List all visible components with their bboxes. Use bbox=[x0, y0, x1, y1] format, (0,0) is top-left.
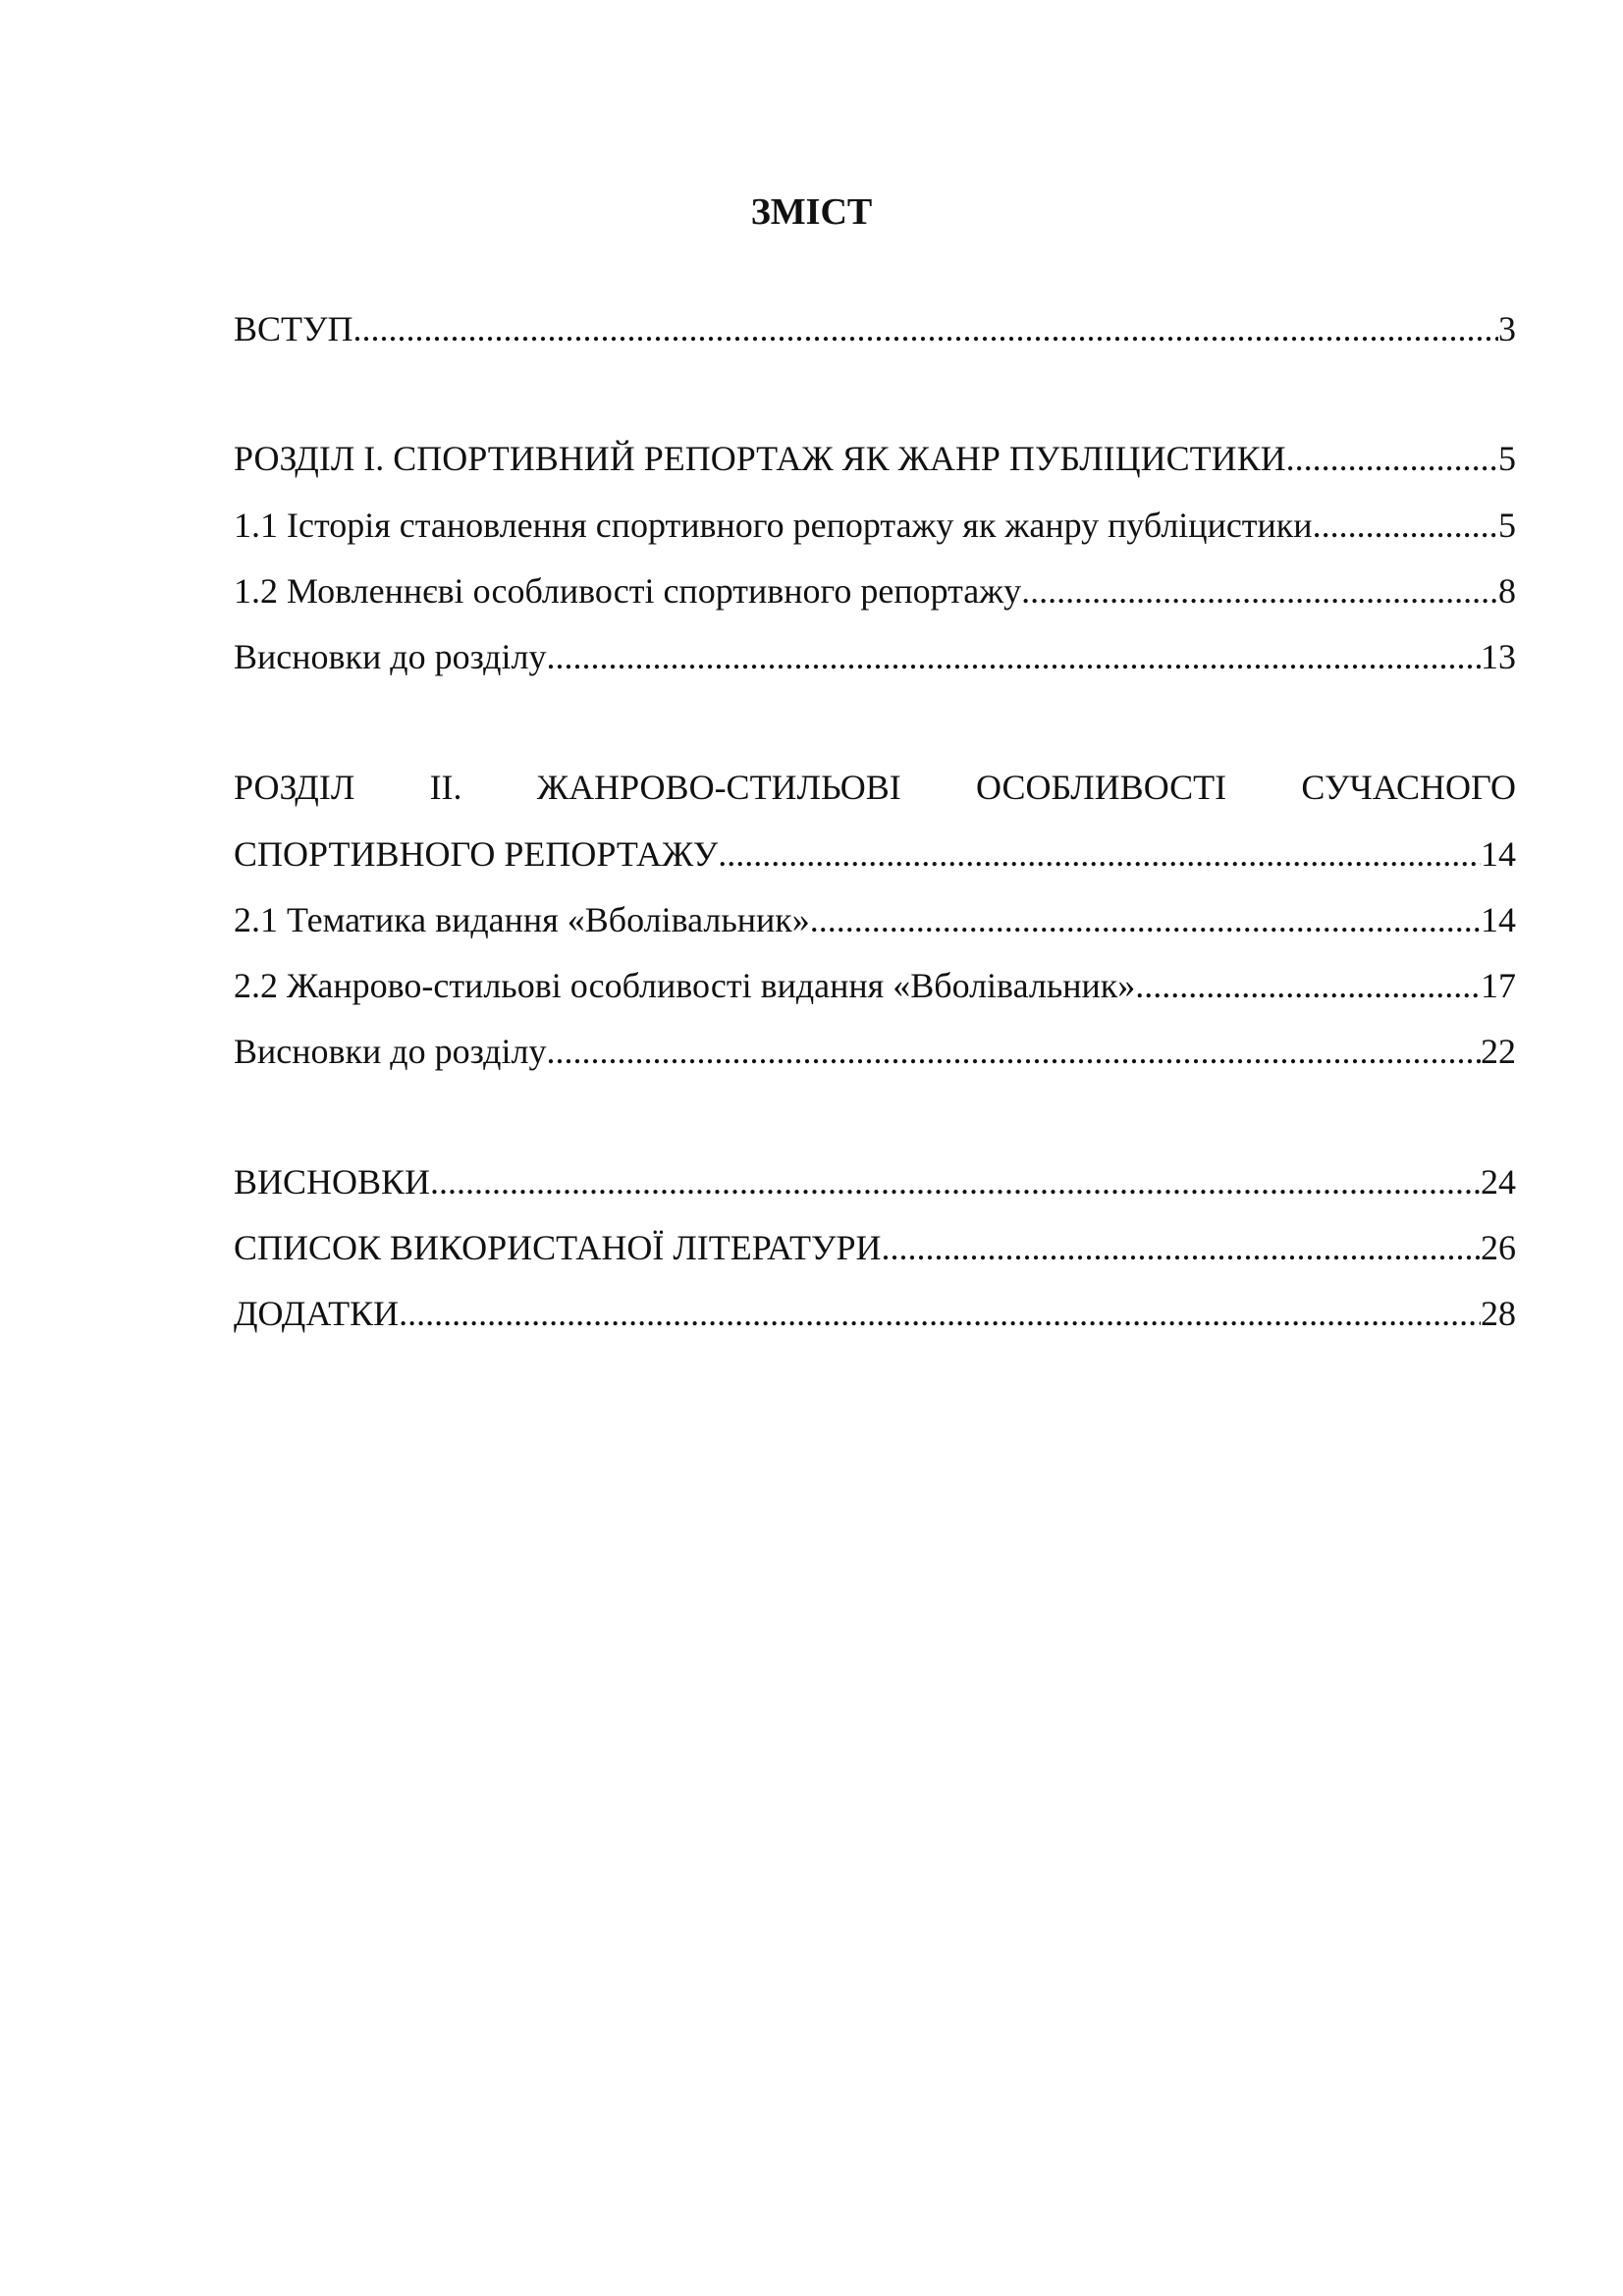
page-title: ЗМІСТ bbox=[750, 191, 873, 233]
dot-leader bbox=[546, 1028, 1481, 1075]
toc-entry-label: СПОРТИВНОГО РЕПОРТАЖУ bbox=[234, 834, 719, 874]
toc-entry-chapter-2-line-2 bbox=[234, 830, 1516, 878]
dot-leader bbox=[810, 896, 1481, 943]
toc-page-number: 24 bbox=[1481, 1162, 1516, 1201]
dot-leader bbox=[546, 633, 1481, 680]
toc-entry-label: 2.2 Жанрово-стильові особливості видання «Вболівальник» bbox=[234, 966, 1136, 1005]
heading-word: РОЗДІЛ bbox=[234, 768, 355, 807]
toc-entry-section-2-2 bbox=[234, 962, 1516, 1009]
toc-page-number: 14 bbox=[1481, 900, 1516, 939]
toc-entry-intro bbox=[234, 305, 1516, 352]
toc-entry-section-1-2 bbox=[234, 567, 1516, 614]
toc-page-number: 13 bbox=[1481, 637, 1516, 676]
dot-leader bbox=[1313, 502, 1498, 549]
toc-entry-appendices bbox=[234, 1290, 1516, 1337]
toc-page-number: 5 bbox=[1498, 439, 1516, 478]
dot-leader bbox=[1286, 435, 1498, 482]
heading-word: ЖАНРОВО-СТИЛЬОВІ bbox=[536, 768, 901, 807]
toc-entry-label: СПИСОК ВИКОРИСТАНОЇ ЛІТЕРАТУРИ bbox=[234, 1228, 882, 1267]
toc-entry-section-2-1 bbox=[234, 896, 1516, 943]
toc-page-number: 17 bbox=[1481, 966, 1516, 1005]
toc-entry-references bbox=[234, 1224, 1516, 1271]
toc-entry-label: 2.1 Тематика видання «Вболівальник» bbox=[234, 900, 810, 939]
dot-leader bbox=[430, 1158, 1481, 1205]
dot-leader bbox=[1135, 962, 1481, 1009]
toc-entry-label: ДОДАТКИ bbox=[234, 1294, 400, 1333]
dot-leader bbox=[882, 1224, 1482, 1271]
dot-leader bbox=[399, 1290, 1481, 1337]
heading-word: ОСОБЛИВОСТІ bbox=[976, 768, 1227, 807]
toc-entry-label: ВИСНОВКИ bbox=[234, 1162, 431, 1201]
toc-page-number: 26 bbox=[1481, 1228, 1516, 1267]
toc-page-number: 5 bbox=[1498, 506, 1516, 545]
toc-page-number: 22 bbox=[1481, 1032, 1516, 1071]
toc-page-number: 8 bbox=[1498, 571, 1516, 611]
toc-entry-chapter-1-conclusions bbox=[234, 633, 1516, 680]
dot-leader bbox=[353, 305, 1499, 352]
heading-word: ІІ. bbox=[429, 768, 462, 807]
toc-entry-label: ВСТУП bbox=[234, 309, 353, 348]
toc-page-number: 28 bbox=[1481, 1294, 1516, 1333]
toc-page-number: 14 bbox=[1481, 834, 1516, 874]
dot-leader bbox=[718, 830, 1481, 878]
dot-leader bbox=[1021, 567, 1498, 614]
toc-entry-label: 1.1 Історія становлення спортивного репортажу як жанру публіцистики bbox=[234, 506, 1313, 545]
toc-page-number: 3 bbox=[1498, 309, 1516, 348]
toc-entry-label: 1.2 Мовленнєві особливості спортивного репортажу bbox=[234, 571, 1022, 611]
toc-entry-label: Висновки до розділу bbox=[234, 1032, 547, 1071]
toc-entry-chapter-2-conclusions bbox=[234, 1028, 1516, 1075]
toc-entry-section-1-1 bbox=[234, 502, 1516, 549]
toc-entry-conclusions bbox=[234, 1158, 1516, 1205]
toc-entry-label: Висновки до розділу bbox=[234, 637, 547, 676]
toc-entry-chapter-2-line-1 bbox=[234, 764, 1516, 811]
heading-word: СУЧАСНОГО bbox=[1301, 768, 1516, 807]
toc-entry-chapter-1 bbox=[234, 435, 1516, 482]
toc-entry-label: РОЗДІЛ І. СПОРТИВНИЙ РЕПОРТАЖ ЯК ЖАНР ПУБЛІЦИСТИКИ bbox=[234, 439, 1286, 478]
